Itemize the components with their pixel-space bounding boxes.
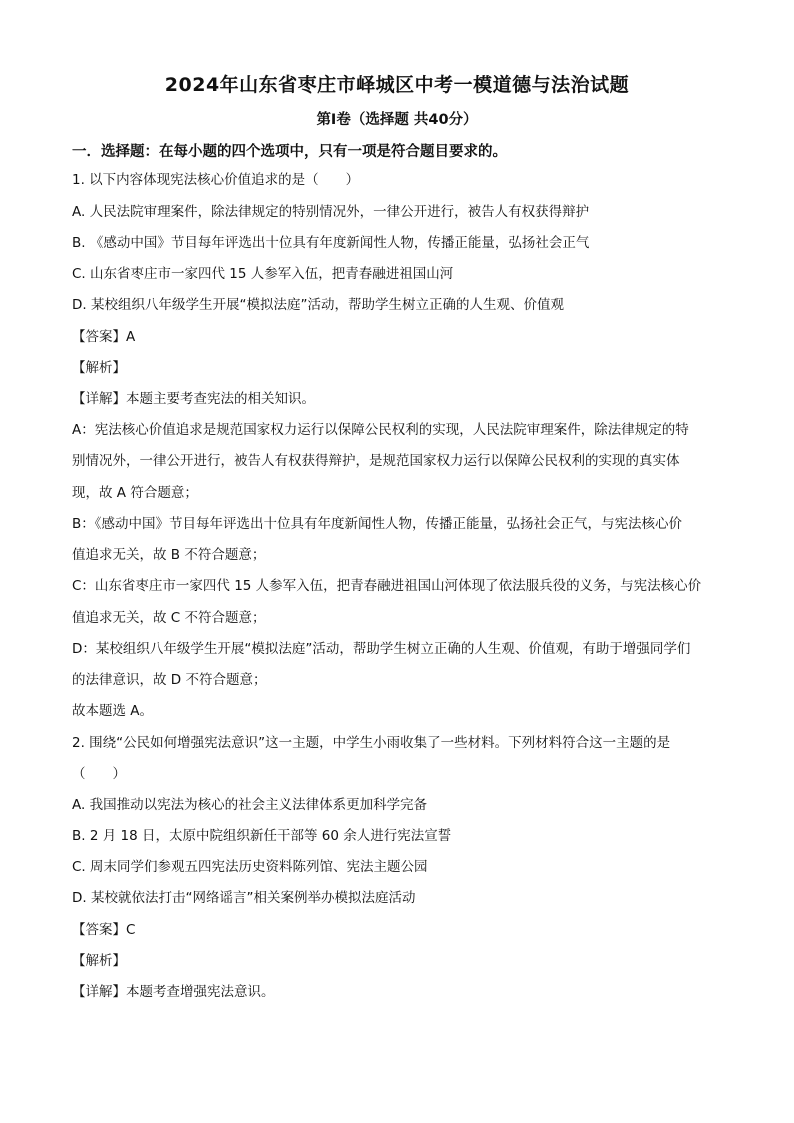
q1-option-a: A. 人民法院审理案件，除法律规定的特别情况外，一律公开进行，被告人有权获得辩护 <box>72 204 590 220</box>
q1-detail: 【详解】本题主要考查宪法的相关知识。 <box>72 391 315 407</box>
exam-title: 2024年山东省枣庄市峄城区中考一模道德与法治试题 <box>164 74 630 96</box>
q1-explanation-a-line3: 现，故 A 符合题意； <box>72 485 198 501</box>
q1-explanation-d-line1: D：某校组织八年级学生开展“模拟法庭”活动，帮助学生树立正确的人生观、价值观，有助于增强同学们 <box>72 641 691 657</box>
q2-stem-line2: （ ） <box>72 766 126 782</box>
q1-explanation-c-line1: C：山东省枣庄市一家四代 15 人参军入伍，把青春融进祖国山河体现了依法服兵役的义务，与宪法核心价 <box>72 578 702 594</box>
q1-option-b: B. 《感动中国》节目每年评选出十位具有年度新闻性人物，传播正能量，弘扬社会正气 <box>72 235 590 251</box>
q1-explanation-c-line2: 值追求无关，故 C 不符合题意； <box>72 610 266 626</box>
q1-answer: 【答案】A <box>72 329 136 345</box>
section-heading: 一．选择题：在每小题的四个选项中，只有一项是符合题目要求的。 <box>72 144 507 160</box>
q1-explanation-b-line1: B：《感动中国》节目每年评选出十位具有年度新闻性人物，传播正能量，弘扬社会正气，与宪法核心价 <box>72 516 683 532</box>
q1-explanation-a-line2: 别情况外，一律公开进行，被告人有权获得辩护，是规范国家权力运行以保障公民权利的实现的真实体 <box>72 453 680 469</box>
q2-detail: 【详解】本题考查增强宪法意识。 <box>72 984 275 1000</box>
q2-analysis-label: 【解析】 <box>72 953 126 969</box>
q2-option-c: C. 周末同学们参观五四宪法历史资料陈列馆、宪法主题公园 <box>72 859 428 875</box>
q1-analysis-label: 【解析】 <box>72 360 126 376</box>
q1-option-c: C. 山东省枣庄市一家四代 15 人参军入伍，把青春融进祖国山河 <box>72 266 454 282</box>
q1-explanation-d-line2: 的法律意识，故 D 不符合题意； <box>72 672 267 688</box>
q2-option-a: A. 我国推动以宪法为核心的社会主义法律体系更加科学完备 <box>72 797 428 813</box>
q1-conclusion: 故本题选 A。 <box>72 703 154 719</box>
q1-stem: 1. 以下内容体现宪法核心价值追求的是（ ） <box>72 172 360 188</box>
q1-explanation-b-line2: 值追求无关，故 B 不符合题意； <box>72 547 266 563</box>
q2-answer: 【答案】C <box>72 922 136 938</box>
exam-subtitle: 第Ⅰ卷（选择题 共40分） <box>316 112 478 128</box>
q1-explanation-a-line1: A：宪法核心价值追求是规范国家权力运行以保障公民权利的实现，人民法院审理案件，除法律规定的特 <box>72 422 689 438</box>
q2-option-b: B. 2 月 18 日，太原中院组织新任干部等 60 余人进行宪法宣誓 <box>72 828 452 844</box>
q2-option-d: D. 某校就依法打击“网络谣言”相关案例举办模拟法庭活动 <box>72 890 416 906</box>
q2-stem-line1: 2. 围绕“公民如何增强宪法意识”这一主题，中学生小雨收集了一些材料。下列材料符合这一主题的是 <box>72 735 671 751</box>
q1-option-d: D. 某校组织八年级学生开展“模拟法庭”活动，帮助学生树立正确的人生观、价值观 <box>72 297 564 313</box>
